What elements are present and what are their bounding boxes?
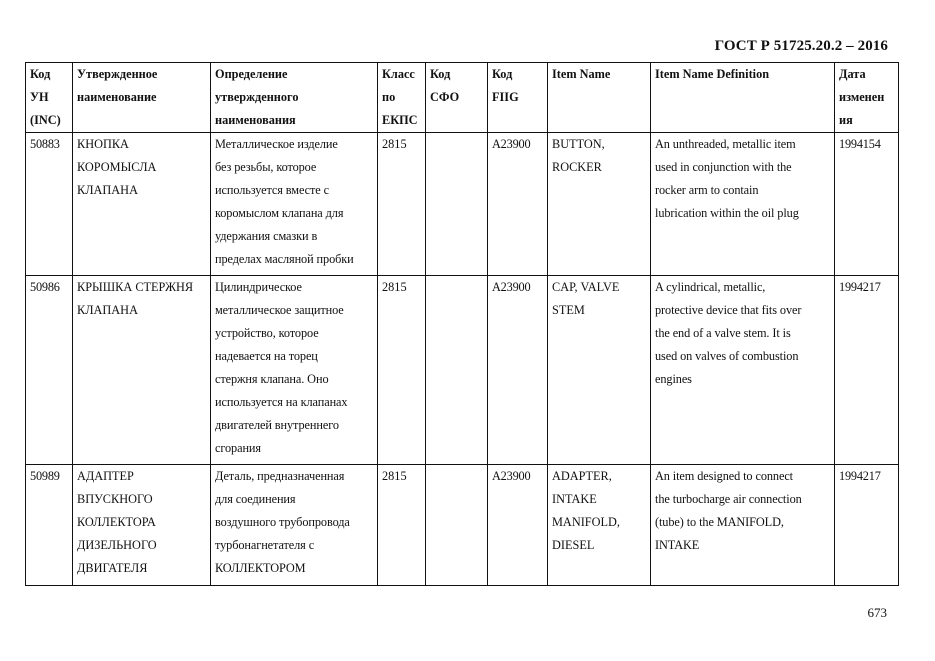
item-registry-table <box>25 62 899 586</box>
table-row <box>26 276 899 465</box>
cell-item-name: CAP, VALVE STEM <box>548 276 651 465</box>
column-header-code-fiig: Код FIIG <box>488 63 548 133</box>
cell-item-name: BUTTON, ROCKER <box>548 133 651 276</box>
column-header-inc: Код УН (INC) <box>26 63 73 133</box>
cell-item-name-definition: An item designed to connect the turbocharge air connection (tube) to the MANIFOLD, INTAKE <box>651 465 835 586</box>
cell-definition: Деталь, предназначенная для соединения воздушного трубопровода турбонагнетателя с КОЛЛЕКТОРОМ <box>211 465 378 586</box>
cell-code-sfo <box>426 133 488 276</box>
cell-code-sfo <box>426 276 488 465</box>
cell-definition: Цилиндрическое металлическое защитное устройство, которое надевается на торец стержня клапана. Оно используется на клапанах двигателей внутреннего сгорания <box>211 276 378 465</box>
column-header-item-name-definition: Item Name Definition <box>651 63 835 133</box>
cell-class-ekps: 2815 <box>378 465 426 586</box>
cell-inc: 50986 <box>26 276 73 465</box>
cell-date-changed: 1994217 <box>835 276 899 465</box>
column-header-class-ekps: Класс по ЕКПС <box>378 63 426 133</box>
cell-code-fiig: A23900 <box>488 276 548 465</box>
cell-date-changed: 1994217 <box>835 465 899 586</box>
cell-class-ekps: 2815 <box>378 133 426 276</box>
document-standard-header: ГОСТ Р 51725.20.2 – 2016 <box>714 38 888 54</box>
column-header-definition: Определение утвержденного наименования <box>211 63 378 133</box>
cell-approved-name: КРЫШКА СТЕРЖНЯ КЛАПАНА <box>73 276 211 465</box>
column-header-approved-name: Утвержденное наименование <box>73 63 211 133</box>
cell-approved-name: КНОПКА КОРОМЫСЛА КЛАПАНА <box>73 133 211 276</box>
table-row <box>26 133 899 276</box>
cell-inc: 50883 <box>26 133 73 276</box>
column-header-code-sfo: Код СФО <box>426 63 488 133</box>
cell-code-fiig: A23900 <box>488 465 548 586</box>
page-number: 673 <box>867 605 887 620</box>
cell-class-ekps: 2815 <box>378 276 426 465</box>
column-header-item-name: Item Name <box>548 63 651 133</box>
cell-approved-name: АДАПТЕР ВПУСКНОГО КОЛЛЕКТОРА ДИЗЕЛЬНОГО ДВИГАТЕЛЯ <box>73 465 211 586</box>
column-header-date-changed: Дата изменен ия <box>835 63 899 133</box>
cell-code-sfo <box>426 465 488 586</box>
cell-item-name-definition: A cylindrical, metallic, protective device that fits over the end of a valve stem. It is used on valves of combustion engines <box>651 276 835 465</box>
cell-date-changed: 1994154 <box>835 133 899 276</box>
cell-item-name-definition: An unthreaded, metallic item used in conjunction with the rocker arm to contain lubrication within the oil plug <box>651 133 835 276</box>
cell-item-name: ADAPTER, INTAKE MANIFOLD, DIESEL <box>548 465 651 586</box>
table-row <box>26 465 899 586</box>
cell-code-fiig: A23900 <box>488 133 548 276</box>
cell-definition: Металлическое изделие без резьбы, которое используется вместе с коромыслом клапана для удержания смазки в пределах масляной пробки <box>211 133 378 276</box>
cell-inc: 50989 <box>26 465 73 586</box>
table-header-row <box>26 63 899 133</box>
